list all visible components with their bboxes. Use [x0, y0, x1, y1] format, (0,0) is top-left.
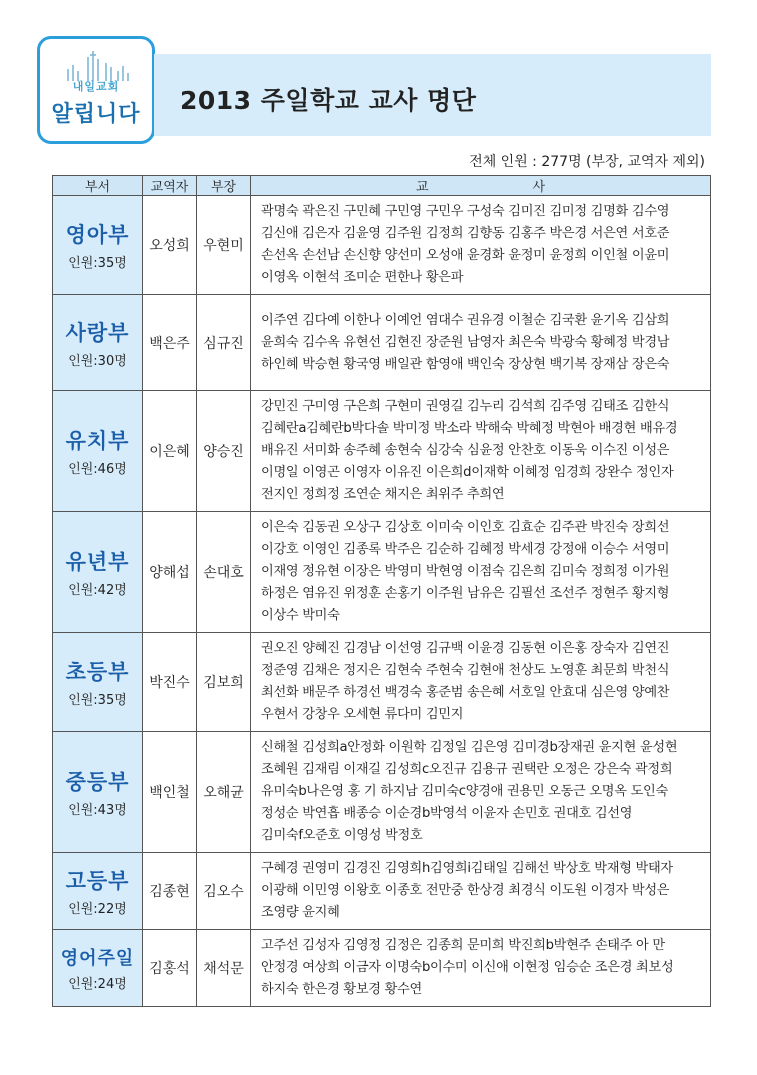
- dept-name: 영어주일: [60, 948, 135, 969]
- pastor-name: 오성희: [143, 196, 197, 295]
- dept-count: 인원:43명: [68, 803, 127, 818]
- dept-count: 인원:22명: [68, 902, 127, 917]
- pastor-name: 김종현: [143, 853, 197, 930]
- church-logo: [37, 36, 155, 144]
- head-name: 채석문: [197, 930, 251, 1007]
- dept-count: 인원:35명: [68, 693, 127, 708]
- head-name: 양승진: [197, 391, 251, 512]
- table-row: [53, 732, 711, 853]
- dept-cell: [53, 196, 143, 295]
- head-name: 손대호: [197, 512, 251, 633]
- dept-count: 인원:30명: [68, 353, 127, 369]
- head-name: 오해균: [197, 732, 251, 853]
- teacher-cell: [251, 512, 711, 633]
- teacher-list: 구혜경 권영미 김경진 김영희h김영희i김태일 김해선 박상호 박재형 박태자 이광해 이민영 이왕호 이종호 전만중 한상경 최경식 이도원 이경자 박성은 조영량 윤지혜: [261, 861, 673, 920]
- head-name: 김오수: [197, 853, 251, 930]
- teacher-cell: [251, 732, 711, 853]
- head-name: 심규진: [197, 295, 251, 391]
- dept-count: 인원:24명: [68, 977, 127, 992]
- dept-cell: [53, 512, 143, 633]
- dept-name: 중등부: [65, 770, 130, 794]
- teacher-list: 곽명숙 곽은진 구민혜 구민영 구민우 구성숙 김미진 김미정 김명화 김수영 김신애 김은자 김윤영 김주원 김정희 김향동 김홍주 박은경 서은연 서호준 손선옥 손선남 손신향 양선미 오성애 윤경화 윤정미 윤정희 이인철 이윤미 이영옥 이현석 조미순 편한나 황은파: [261, 204, 670, 285]
- total-count: 전체 인원 : 277명 (부장, 교역자 제외): [469, 154, 705, 170]
- dept-cell: [53, 930, 143, 1007]
- header-teachers: 교 사: [251, 176, 711, 196]
- table-row: [53, 196, 711, 295]
- dept-cell: [53, 295, 143, 391]
- teacher-list: 권오진 양혜진 김경남 이선영 김규백 이윤경 김동현 이은홍 장숙자 김연진 정준영 김채은 정지은 김현숙 주현숙 김현애 천상도 노영훈 최문희 박천식 최선화 배문주 하경선 백경숙 홍준범 송은혜 서호일 안효대 심은영 양예찬 우현서 강창우 오세현 류다미 김민지: [261, 641, 670, 722]
- teacher-list: 이주연 김다예 이한나 이예언 염대수 권유경 이철순 김국환 윤기옥 김삼희 윤희숙 김수옥 유현선 김현진 장준원 남영자 최은숙 박광숙 황혜정 박경남 하인혜 박승현 황국영 배일관 함영애 백인숙 장상현 백기복 장재삼 장은숙: [261, 312, 670, 372]
- teacher-cell: [251, 295, 711, 391]
- teacher-cell: [251, 196, 711, 295]
- pastor-name: 김홍석: [143, 930, 197, 1007]
- dept-count: 인원:46명: [68, 462, 127, 477]
- pastor-name: 이은혜: [143, 391, 197, 512]
- logo-text: 내일교회: [72, 80, 120, 93]
- head-name: 우현미: [197, 196, 251, 295]
- teacher-cell: [251, 930, 711, 1007]
- title-bar: [154, 54, 711, 136]
- table-row: [53, 853, 711, 930]
- table-row: [53, 391, 711, 512]
- notice-label: 알립니다: [51, 102, 141, 127]
- table-header-row: [53, 176, 711, 196]
- dept-cell: [53, 853, 143, 930]
- dept-cell: [53, 633, 143, 732]
- header-head: 부장: [197, 176, 251, 196]
- teacher-cell: [251, 391, 711, 512]
- header-dept: 부서: [53, 176, 143, 196]
- table-row: [53, 512, 711, 633]
- teacher-list: 이은숙 김동권 오상구 김상호 이미숙 이인호 김효순 김주관 박진숙 장희선 이강호 이영인 김종록 박주은 김순하 김혜정 박세경 강정애 이승수 서영미 이재영 정유현 이장은 박영미 박현영 이점숙 김은희 김미숙 정희정 이가원 하정은 염유진 위정훈 손홍기 이주원 남유은 김필선 조선주 정현주 황지형 이상수 박미숙: [261, 520, 670, 623]
- dept-name: 고등부: [65, 869, 130, 893]
- dept-name: 영아부: [65, 223, 130, 247]
- dept-name: 유년부: [65, 550, 130, 574]
- teacher-roster-table: [52, 175, 711, 1007]
- header-pastor: 교역자: [143, 176, 197, 196]
- teacher-list: 강민진 구미영 구은희 구현미 권영길 김누리 김석희 김주영 김태조 김한식 김혜란a김혜란b박다솔 박미정 박소라 박해숙 박혜정 박현아 배경현 배유경 배유진 서미화 송주혜 송현숙 심강숙 심윤정 안찬호 이동욱 이수진 이성은 이명일 이영곤 이영자 이유진 이은희d이재학 이혜정 임경희 장완수 정인자 전지인 정희정 조연순 채지은 최위주 추희연: [261, 399, 678, 502]
- table-row: [53, 930, 711, 1007]
- head-name: 김보희: [197, 633, 251, 732]
- table-row: [53, 295, 711, 391]
- teacher-cell: [251, 853, 711, 930]
- teacher-list: 고주선 김성자 김영정 김정은 김종희 문미희 박진희b박현주 손태주 아 만 안정경 여상희 이금자 이명숙b이수미 이신애 이현정 임승순 조은경 최보성 하지숙 한은경 황보경 황수연: [261, 938, 674, 997]
- dept-count: 인원:42명: [68, 583, 127, 598]
- dept-cell: [53, 391, 143, 512]
- teacher-list: 신해철 김성희a안정화 이원학 김정일 김은영 김미경b장재권 윤지현 윤성현 조혜원 김재림 이재길 김성희c오진규 김용규 권택란 오정은 강은숙 곽정희 유미숙b나은영 홍 기 하지남 김미숙c양경애 권용민 오동근 오명옥 도인숙 정성순 박연흡 배종승 이순경b박영석 이윤자 손민호 권대호 김선영 김미숙f오준호 이영성 박정호: [261, 740, 678, 843]
- dept-name: 유치부: [65, 429, 130, 453]
- pastor-name: 박진수: [143, 633, 197, 732]
- dept-name: 사랑부: [65, 320, 130, 345]
- pastor-name: 백은주: [143, 295, 197, 391]
- pastor-name: 양해섭: [143, 512, 197, 633]
- dept-cell: [53, 732, 143, 853]
- dept-count: 인원:35명: [68, 256, 127, 271]
- table-row: [53, 633, 711, 732]
- dept-name: 초등부: [65, 660, 130, 684]
- pastor-name: 백인철: [143, 732, 197, 853]
- teacher-cell: [251, 633, 711, 732]
- page-title: 2013 주일학교 교사 명단: [180, 86, 477, 115]
